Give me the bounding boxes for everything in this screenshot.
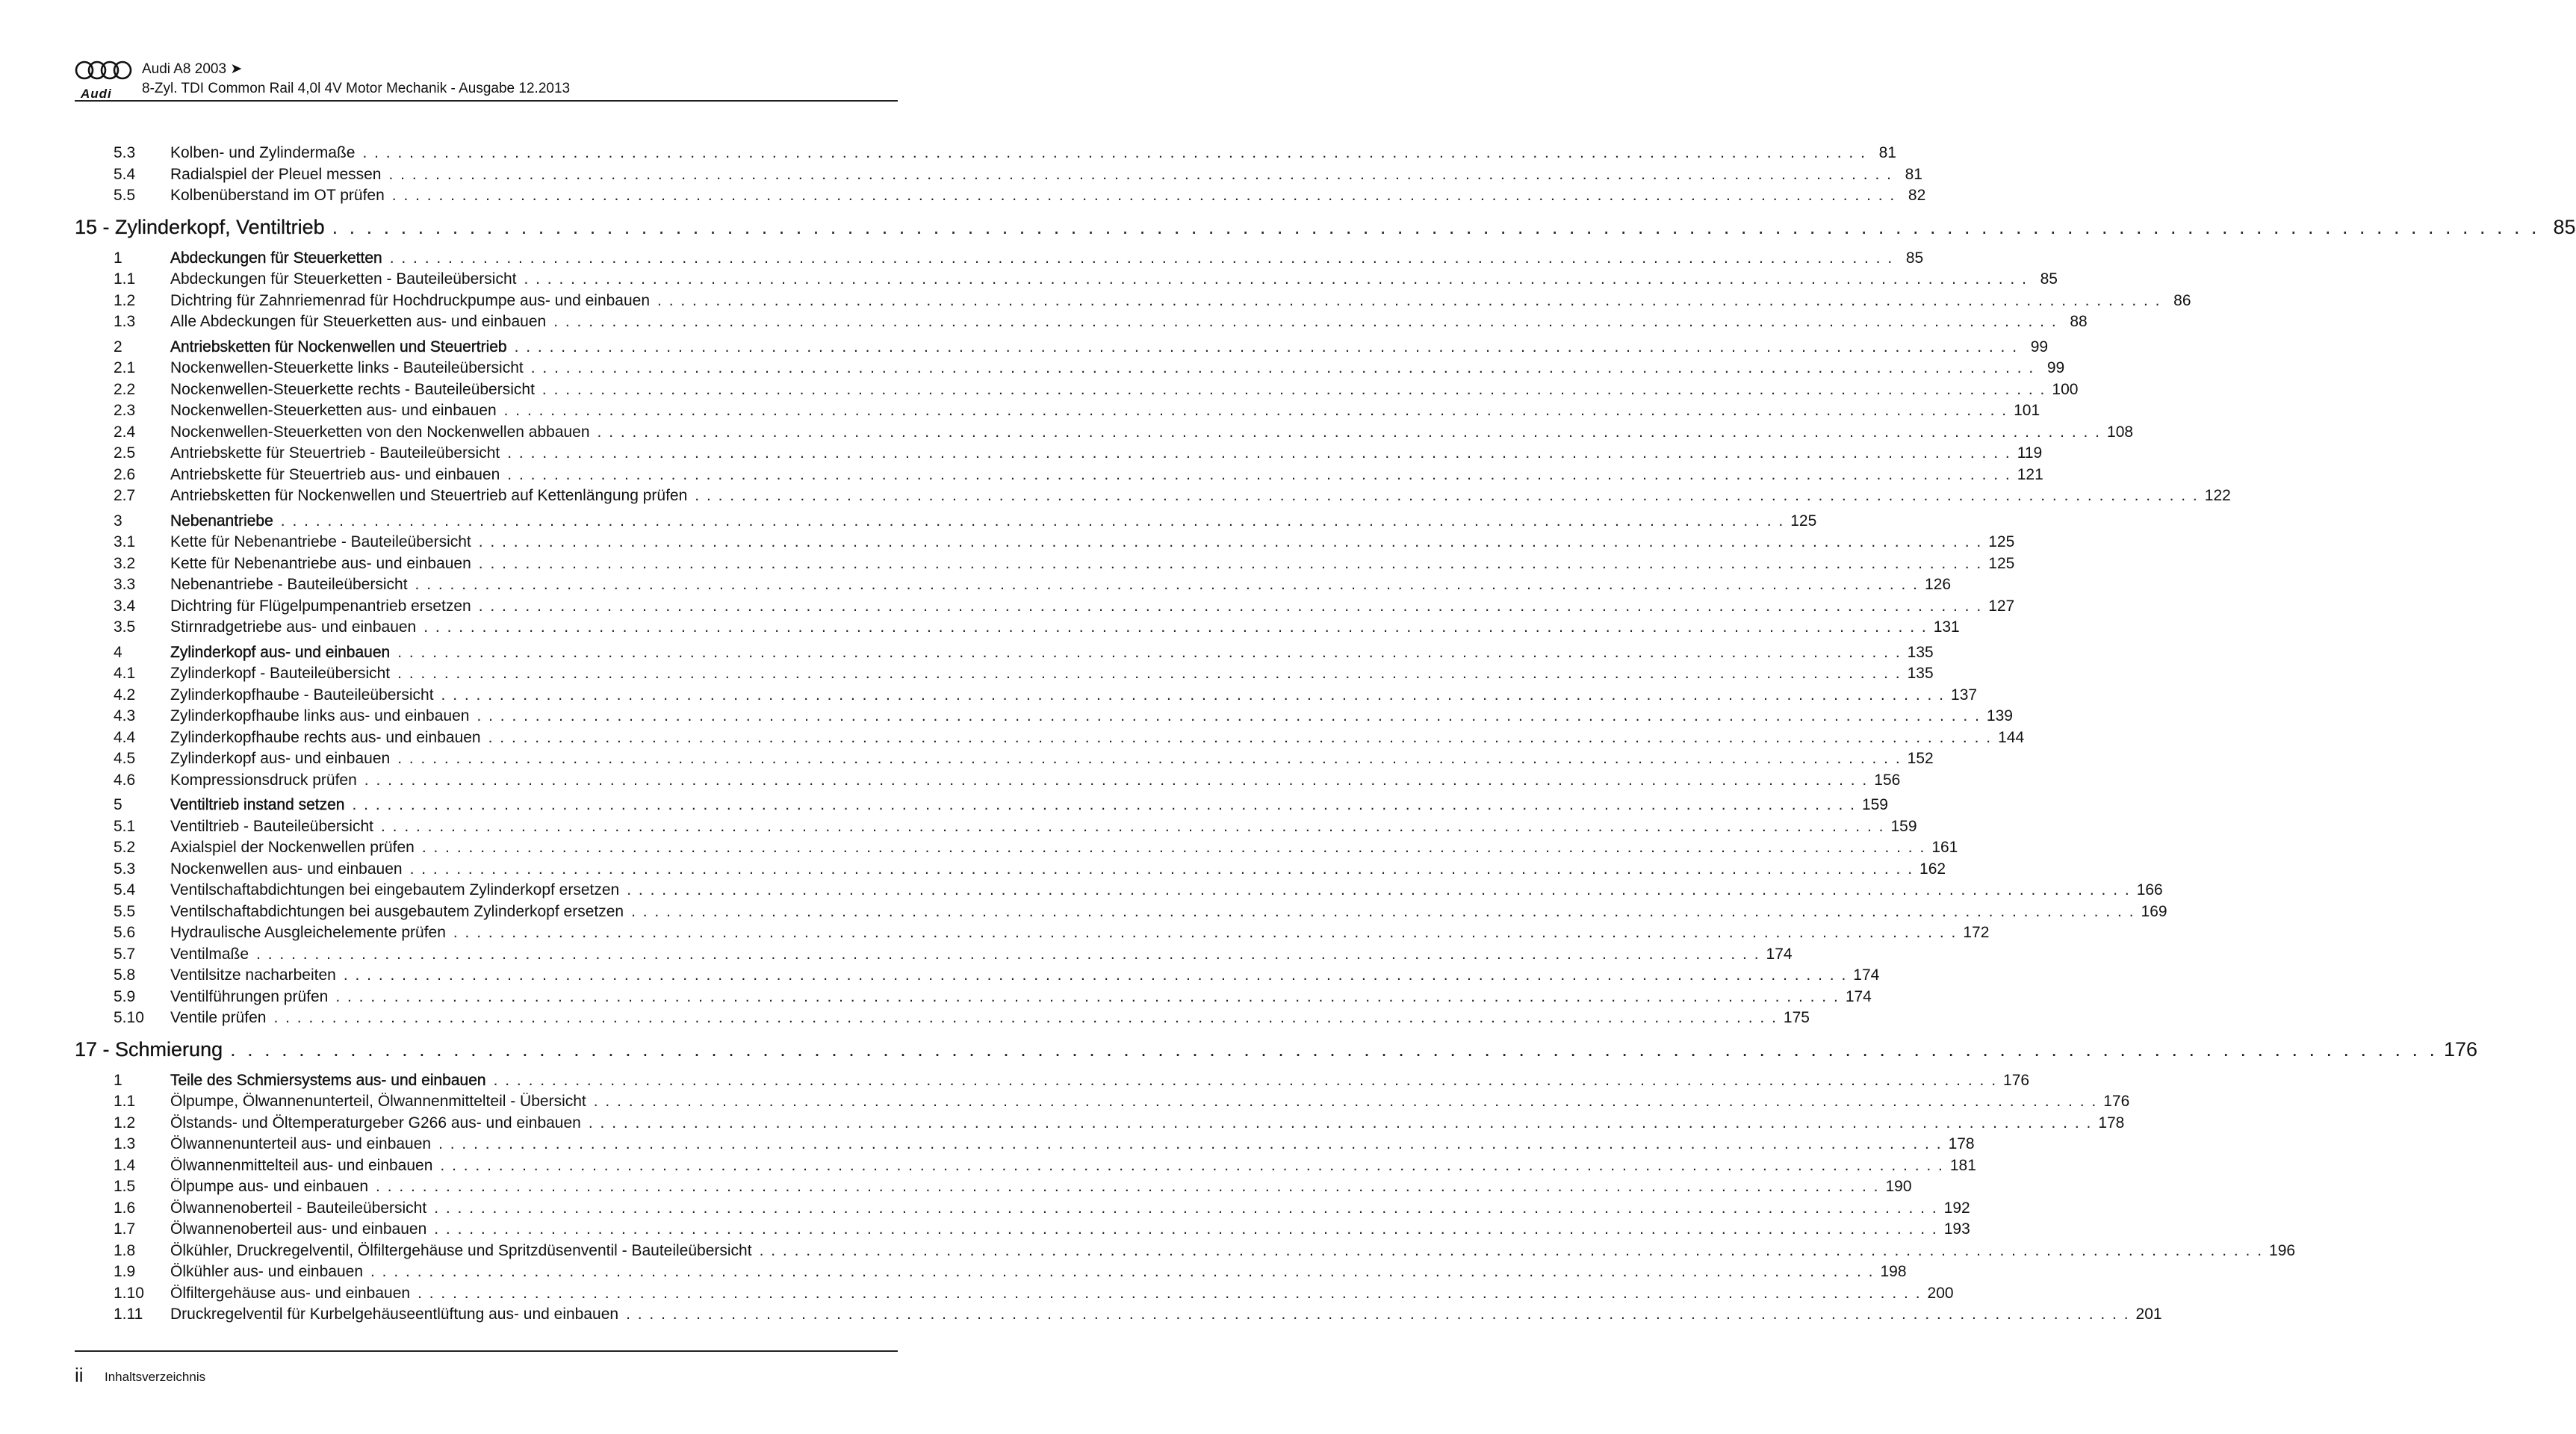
toc-entry-page: 101	[2014, 402, 2040, 419]
toc-entry-row[interactable]	[75, 1114, 2125, 1136]
toc-leader-dots	[488, 729, 1992, 747]
toc-leader-dots	[381, 818, 1884, 836]
toc-entry-page: 198	[1880, 1263, 1907, 1280]
toc-section-row[interactable]	[75, 512, 1817, 534]
toc-entry-title: Ölwannenmittelteil aus- und einbauen	[170, 1156, 433, 1174]
toc-entry-row[interactable]	[75, 1009, 1810, 1031]
toc-leader-dots	[344, 966, 1847, 984]
toc-entry-row[interactable]	[75, 270, 2058, 292]
toc-leader-dots	[760, 1242, 2263, 1260]
toc-entry-number: 4.2	[114, 686, 136, 704]
toc-entry-row[interactable]	[75, 618, 1960, 640]
toc-entry-number: 1.4	[114, 1156, 136, 1174]
toc-leader-dots	[410, 860, 1914, 878]
toc-entry-number: 5.5	[114, 902, 136, 920]
toc-leader-dots	[397, 750, 1901, 768]
toc-entry-title: Zylinderkopfhaube - Bauteileübersicht	[170, 686, 434, 704]
toc-leader-dots	[335, 988, 1839, 1006]
toc-entry-row[interactable]	[75, 881, 2163, 903]
toc-leader-dots	[362, 144, 1866, 162]
toc-entry-title: Abdeckungen für Steuerketten	[170, 249, 382, 267]
toc-entry-title: 15 - Zylinderkopf, Ventiltrieb	[75, 215, 325, 238]
toc-leader-dots	[389, 166, 1893, 184]
toc-entry-row[interactable]	[75, 728, 2025, 751]
toc-entry-title: Teile des Schmiersystems aus- und einbauen	[170, 1071, 486, 1089]
toc-entry-title: 17 - Schmierung	[75, 1037, 223, 1061]
toc-entry-number: 2.6	[114, 465, 136, 483]
toc-entry-row[interactable]	[75, 924, 1990, 946]
toc-entry-row[interactable]	[75, 165, 1922, 187]
toc-entry-title: Nockenwellen-Steuerketten aus- und einbauen	[170, 402, 497, 419]
toc-entry-number: 2.3	[114, 402, 136, 419]
toc-leader-dots	[695, 487, 2198, 505]
toc-entry-row[interactable]	[75, 771, 1901, 793]
toc-entry-page: 175	[1783, 1009, 1810, 1026]
toc-entry-number: 5.4	[114, 881, 136, 898]
toc-leader-dots	[542, 381, 2046, 399]
toc-entry-number: 5.3	[114, 144, 136, 161]
toc-entry-row[interactable]	[75, 707, 2013, 729]
toc-entry-row[interactable]	[75, 313, 2088, 335]
toc-entry-row[interactable]	[75, 1220, 1970, 1242]
toc-entry-number: 4.5	[114, 750, 136, 767]
toc-entry-page: 135	[1907, 665, 1934, 682]
toc-chapter-row[interactable]	[75, 215, 2576, 246]
toc-entry-row[interactable]	[75, 1093, 2130, 1114]
toc-leader-dots	[479, 598, 1982, 615]
toc-entry-title: Hydraulische Ausgleichelemente prüfen	[170, 924, 446, 941]
toc-entry-page: 139	[1986, 707, 2013, 724]
toc-leader-dots	[657, 292, 2161, 310]
toc-entry-page: 82	[1908, 187, 1926, 204]
toc-entry-row[interactable]	[75, 1263, 1907, 1285]
toc-entry-title: Ölpumpe aus- und einbauen	[170, 1178, 369, 1195]
toc-entry-title: Antriebskette für Steuertrieb aus- und einbauen	[170, 465, 500, 483]
toc-entry-row[interactable]	[75, 1284, 1954, 1306]
toc-section-row[interactable]	[75, 338, 2049, 360]
toc-entry-title: Zylinderkopf aus- und einbauen	[170, 643, 391, 661]
toc-entry-page: 126	[1925, 576, 1952, 593]
toc-entry-title: Abdeckungen für Steuerketten - Bauteileübersicht	[170, 270, 517, 288]
toc-leader-dots	[553, 313, 2057, 331]
toc-entry-number: 5.5	[114, 187, 136, 204]
toc-leader-dots	[507, 466, 2011, 484]
toc-section-row[interactable]	[75, 1071, 2030, 1093]
toc-entry-number: 1.10	[114, 1284, 144, 1302]
header-manual-title: 8-Zyl. TDI Common Rail 4,0l 4V Motor Mechanik - Ausgabe 12.2013	[142, 81, 571, 96]
toc-entry-page: 166	[2136, 881, 2163, 898]
toc-entry-number: 2.2	[114, 380, 136, 398]
toc-entry-number: 3.2	[114, 554, 136, 572]
toc-entry-page: 100	[2052, 380, 2079, 398]
toc-entry-number: 5.9	[114, 987, 136, 1005]
toc-entry-title: Dichtring für Zahnriemenrad für Hochdruckpumpe aus- und einbauen	[170, 291, 651, 309]
toc-entry-row[interactable]	[75, 487, 2231, 509]
toc-entry-title: Antriebsketten für Nockenwellen und Steuertrieb	[170, 338, 507, 356]
footer-section-label: Inhaltsverzeichnis	[105, 1370, 206, 1384]
toc-entry-title: Ölwannenunterteil aus- und einbauen	[170, 1135, 432, 1152]
toc-entry-row[interactable]	[75, 423, 2134, 445]
footer-rule	[75, 1350, 898, 1352]
toc-entry-title: Radialspiel der Pleuel messen	[170, 165, 382, 183]
toc-entry-number: 1.1	[114, 270, 136, 288]
toc-entry-page: 190	[1885, 1178, 1912, 1195]
toc-leader-dots	[441, 686, 1945, 704]
toc-entry-number: 1.3	[114, 313, 136, 330]
toc-section-row[interactable]	[75, 796, 1888, 818]
toc-leader-dots	[504, 402, 2008, 420]
toc-entry-title: Ventilsitze nacharbeiten	[170, 966, 336, 984]
toc-entry-title: Stirnradgetriebe aus- und einbauen	[170, 618, 417, 636]
toc-entry-page: 119	[2017, 444, 2043, 462]
toc-entry-number: 2.4	[114, 423, 136, 441]
toc-entry-page: 137	[1951, 686, 1978, 704]
toc-entry-title: Kette für Nebenantriebe aus- und einbauen	[170, 554, 471, 572]
toc-entry-number: 2.1	[114, 359, 136, 376]
toc-entry-page: 201	[2135, 1306, 2162, 1323]
toc-entry-page: 125	[1988, 554, 2015, 572]
toc-entry-row[interactable]	[75, 987, 1872, 1010]
toc-leader-dots	[494, 1072, 1997, 1090]
toc-entry-row[interactable]	[75, 902, 2167, 925]
toc-entry-page: 174	[1845, 987, 1872, 1005]
toc-entry-title: Ventilschaftabdichtungen bei eingebautem Zylinderkopf ersetzen	[170, 881, 620, 898]
toc-entry-title: Nockenwellen-Steuerketten von den Nockenwellen abbauen	[170, 423, 590, 441]
footer-page-number: ii	[75, 1364, 84, 1386]
toc-entry-page: 125	[1790, 512, 1817, 530]
toc-entry-number: 2.7	[114, 487, 136, 504]
toc-leader-dots	[515, 338, 2018, 356]
toc-entry-row[interactable]	[75, 533, 2015, 555]
toc-entry-page: 81	[1878, 144, 1896, 161]
toc-entry-page: 200	[1927, 1284, 1954, 1302]
audi-brand-text: Audi	[81, 87, 112, 101]
toc-entry-page: 192	[1943, 1199, 1970, 1217]
toc-entry-title: Antriebskette für Steuertrieb - Bauteileübersicht	[170, 444, 500, 462]
toc-entry-title: Ventilmaße	[170, 945, 249, 963]
toc-leader-dots	[397, 665, 1901, 683]
toc-entry-page: 178	[2098, 1114, 2125, 1132]
toc-leader-dots	[352, 796, 1855, 814]
toc-entry-title: Ölkühler aus- und einbauen	[170, 1263, 364, 1280]
toc-entry-number: 3.4	[114, 597, 136, 615]
toc-entry-number: 1	[114, 249, 122, 267]
toc-entry-row[interactable]	[75, 945, 1793, 967]
toc-entry-title: Nebenantriebe - Bauteileübersicht	[170, 576, 408, 593]
toc-entry-row[interactable]	[75, 665, 1934, 686]
toc-entry-page: 169	[2141, 902, 2167, 920]
toc-entry-title: Ventilschaftabdichtungen bei ausgebautem Zylinderkopf ersetzen	[170, 902, 624, 920]
toc-entry-page: 86	[2173, 291, 2191, 309]
page-header	[75, 58, 898, 103]
toc-entry-row[interactable]	[75, 1241, 2296, 1264]
toc-entry-page: 159	[1890, 817, 1917, 835]
toc-entry-number: 4	[114, 643, 122, 661]
toc-entry-number: 4.1	[114, 665, 136, 682]
toc-leader-dots	[453, 924, 1957, 942]
toc-leader-dots	[438, 1135, 1942, 1153]
toc-entry-page: 193	[1943, 1220, 1970, 1238]
toc-entry-page: 174	[1853, 966, 1880, 984]
toc-entry-title: Nockenwellen-Steuerkette rechts - Bauteileübersicht	[170, 380, 535, 398]
toc-entry-number: 1.2	[114, 291, 136, 309]
toc-entry-title: Zylinderkopf - Bauteileübersicht	[170, 665, 391, 682]
toc-entry-row[interactable]	[75, 402, 2040, 423]
toc-entry-title: Nockenwellen-Steuerkette links - Bauteileübersicht	[170, 359, 524, 376]
header-rule	[75, 100, 898, 102]
toc-entry-page: 135	[1907, 643, 1934, 661]
toc-entry-number: 1.9	[114, 1263, 136, 1280]
toc-entry-title: Ventilführungen prüfen	[170, 987, 329, 1005]
toc-leader-dots	[434, 1199, 1937, 1217]
toc-leader-dots	[392, 187, 1896, 205]
toc-entry-title: Nockenwellen aus- und einbauen	[170, 860, 403, 878]
toc-entry-page: 85	[2553, 215, 2576, 238]
toc-entry-row[interactable]	[75, 750, 1934, 772]
toc-leader-dots	[376, 1178, 1879, 1196]
toc-entry-page: 181	[1949, 1156, 1976, 1174]
toc-entry-page: 144	[1998, 728, 2025, 746]
header-model: Audi A8 2003 ➤	[142, 61, 243, 77]
toc-entry-title: Ölpumpe, Ölwannenunterteil, Ölwannenmittelteil - Übersicht	[170, 1093, 586, 1110]
toc-entry-page: 131	[1933, 618, 1960, 636]
toc-section-row[interactable]	[75, 643, 1934, 665]
toc-entry-title: Dichtring für Flügelpumpenantrieb ersetzen	[170, 597, 471, 615]
toc-entry-page: 174	[1766, 945, 1793, 963]
toc-entry-page: 196	[2269, 1241, 2296, 1259]
toc-entry-title: Ölstands- und Öltemperaturgeber G266 aus- und einbauen	[170, 1114, 581, 1132]
toc-leader-dots	[440, 1157, 1943, 1175]
toc-entry-row[interactable]	[75, 839, 1958, 860]
toc-entry-number: 5.4	[114, 165, 136, 183]
toc-entry-page: 81	[1905, 165, 1922, 183]
toc-entry-row[interactable]	[75, 187, 1926, 208]
toc-leader-dots	[332, 216, 2540, 239]
toc-entry-row[interactable]	[75, 554, 2015, 577]
toc-entry-number: 5.3	[114, 860, 136, 878]
toc-entry-row[interactable]	[75, 966, 1880, 988]
toc-chapter-row[interactable]	[75, 1037, 2478, 1068]
toc-entry-number: 1.5	[114, 1178, 136, 1195]
toc-leader-dots	[531, 359, 2035, 377]
toc-entry-title: Alle Abdeckungen für Steuerketten aus- und einbauen	[170, 313, 547, 330]
toc-entry-page: 88	[2070, 313, 2088, 330]
toc-entry-number: 1.8	[114, 1241, 136, 1259]
toc-entry-title: Nebenantriebe	[170, 512, 273, 530]
toc-entry-number: 3.5	[114, 618, 136, 636]
toc-entry-title: Kompressionsdruck prüfen	[170, 771, 357, 789]
toc-entry-page: 99	[2030, 338, 2049, 356]
toc-leader-dots	[589, 1114, 2092, 1132]
toc-entry-title: Ölfiltergehäuse aus- und einbauen	[170, 1284, 411, 1302]
toc-entry-page: 161	[1931, 839, 1958, 856]
toc-entry-row[interactable]	[75, 686, 1978, 708]
toc-section-row[interactable]	[75, 249, 1924, 271]
toc-leader-dots	[479, 533, 1982, 551]
toc-leader-dots	[423, 618, 1927, 636]
toc-entry-number: 3	[114, 512, 122, 530]
toc-leader-dots	[364, 772, 1868, 789]
toc-entry-title: Antriebsketten für Nockenwellen und Steuertrieb auf Kettenlängung prüfen	[170, 487, 688, 504]
toc-leader-dots	[507, 444, 2011, 462]
toc-entry-row[interactable]	[75, 1178, 1912, 1199]
toc-entry-page: 125	[1988, 533, 2015, 550]
toc-leader-dots	[415, 576, 1919, 594]
toc-leader-dots	[598, 423, 2101, 441]
toc-leader-dots	[370, 1263, 1874, 1281]
toc-entry-row[interactable]	[75, 597, 2015, 619]
toc-entry-page: 176	[2103, 1093, 2130, 1110]
toc-entry-page: 172	[1963, 924, 1990, 941]
toc-entry-title: Ölwannenoberteil - Bauteileübersicht	[170, 1199, 427, 1217]
toc-entry-title: Ölkühler, Druckregelventil, Ölfiltergehäuse und Spritzdüsenventil - Bauteileübersicht	[170, 1241, 752, 1259]
toc-entry-page: 127	[1988, 597, 2015, 615]
toc-entry-page: 121	[2017, 465, 2043, 483]
toc-entry-number: 1.2	[114, 1114, 136, 1132]
toc-entry-number: 5.8	[114, 966, 136, 984]
toc-entry-number: 1.11	[114, 1306, 143, 1323]
toc-leader-dots	[422, 839, 1925, 857]
toc-entry-number: 5.6	[114, 924, 136, 941]
toc-leader-dots	[626, 1306, 2129, 1323]
toc-entry-number: 2	[114, 338, 122, 356]
toc-entry-row[interactable]	[75, 359, 2065, 381]
toc-entry-row[interactable]	[75, 1306, 2162, 1327]
toc-leader-dots	[479, 555, 1982, 573]
toc-entry-number: 1.3	[114, 1135, 136, 1152]
toc-entry-title: Axialspiel der Nockenwellen prüfen	[170, 839, 415, 856]
toc-entry-title: Zylinderkopf aus- und einbauen	[170, 750, 391, 767]
toc-entry-title: Zylinderkopfhaube links aus- und einbauen	[170, 707, 470, 724]
toc-entry-title: Kolbenüberstand im OT prüfen	[170, 187, 385, 204]
toc-entry-page: 178	[1948, 1135, 1975, 1152]
toc-entry-row[interactable]	[75, 465, 2043, 488]
toc-leader-dots	[418, 1285, 1921, 1303]
toc-leader-dots	[477, 707, 1980, 725]
toc-entry-row[interactable]	[75, 144, 1896, 166]
toc-entry-number: 3.1	[114, 533, 136, 550]
toc-entry-page: 176	[2444, 1037, 2478, 1061]
toc-entry-page: 162	[1919, 860, 1946, 878]
toc-entry-row[interactable]	[75, 576, 1952, 598]
toc-entry-title: Druckregelventil für Kurbelgehäuseentlüftung aus- und einbauen	[170, 1306, 619, 1323]
toc-leader-dots	[230, 1038, 2438, 1061]
toc-entry-number: 5	[114, 796, 122, 813]
toc-leader-dots	[594, 1093, 2097, 1111]
toc-entry-number: 1.7	[114, 1220, 136, 1238]
toc-entry-number: 3.3	[114, 576, 136, 593]
toc-entry-number: 5.2	[114, 839, 136, 856]
table-of-contents	[75, 144, 2576, 1327]
toc-entry-title: Ölwannenoberteil aus- und einbauen	[170, 1220, 427, 1238]
toc-entry-page: 99	[2046, 359, 2065, 376]
toc-entry-page: 122	[2204, 487, 2231, 504]
toc-entry-row[interactable]	[75, 1135, 1975, 1157]
toc-leader-dots	[397, 644, 1901, 662]
toc-entry-title: Ventile prüfen	[170, 1009, 267, 1026]
toc-leader-dots	[281, 512, 1784, 530]
toc-entry-row[interactable]	[75, 380, 2079, 403]
toc-leader-dots	[631, 903, 2135, 921]
toc-entry-number: 4.4	[114, 728, 136, 746]
toc-entry-title: Ventiltrieb - Bauteileübersicht	[170, 817, 373, 835]
toc-entry-number: 4.3	[114, 707, 136, 724]
toc-entry-page: 85	[1905, 249, 1924, 267]
toc-entry-title: Zylinderkopfhaube rechts aus- und einbauen	[170, 728, 481, 746]
toc-leader-dots	[524, 270, 2027, 288]
toc-entry-title: Kolben- und Zylindermaße	[170, 144, 356, 161]
toc-entry-title: Ventiltrieb instand setzen	[170, 796, 345, 813]
toc-entry-row[interactable]	[75, 1199, 1970, 1221]
toc-entry-page: 176	[2003, 1071, 2030, 1089]
toc-entry-row[interactable]	[75, 444, 2043, 466]
toc-entry-row[interactable]	[75, 291, 2191, 314]
toc-entry-page: 85	[2040, 270, 2058, 288]
toc-entry-page: 156	[1874, 771, 1901, 789]
toc-entry-page: 159	[1861, 796, 1888, 813]
toc-entry-number: 5.1	[114, 817, 136, 835]
toc-entry-row[interactable]	[75, 860, 1946, 882]
toc-entry-page: 108	[2107, 423, 2134, 441]
toc-entry-row[interactable]	[75, 1156, 1976, 1179]
toc-leader-dots	[627, 881, 2130, 899]
toc-entry-number: 1	[114, 1071, 122, 1089]
toc-entry-number: 2.5	[114, 444, 136, 462]
toc-entry-number: 1.1	[114, 1093, 136, 1110]
toc-entry-number: 4.6	[114, 771, 136, 789]
toc-entry-number: 1.6	[114, 1199, 136, 1217]
toc-entry-page: 152	[1907, 750, 1934, 767]
toc-entry-number: 5.7	[114, 945, 136, 963]
toc-leader-dots	[390, 249, 1893, 267]
toc-entry-row[interactable]	[75, 817, 1917, 839]
toc-leader-dots	[256, 946, 1760, 963]
toc-leader-dots	[273, 1009, 1777, 1027]
toc-leader-dots	[434, 1220, 1937, 1238]
toc-entry-title: Kette für Nebenantriebe - Bauteileübersicht	[170, 533, 471, 550]
toc-entry-number: 5.10	[114, 1009, 144, 1026]
